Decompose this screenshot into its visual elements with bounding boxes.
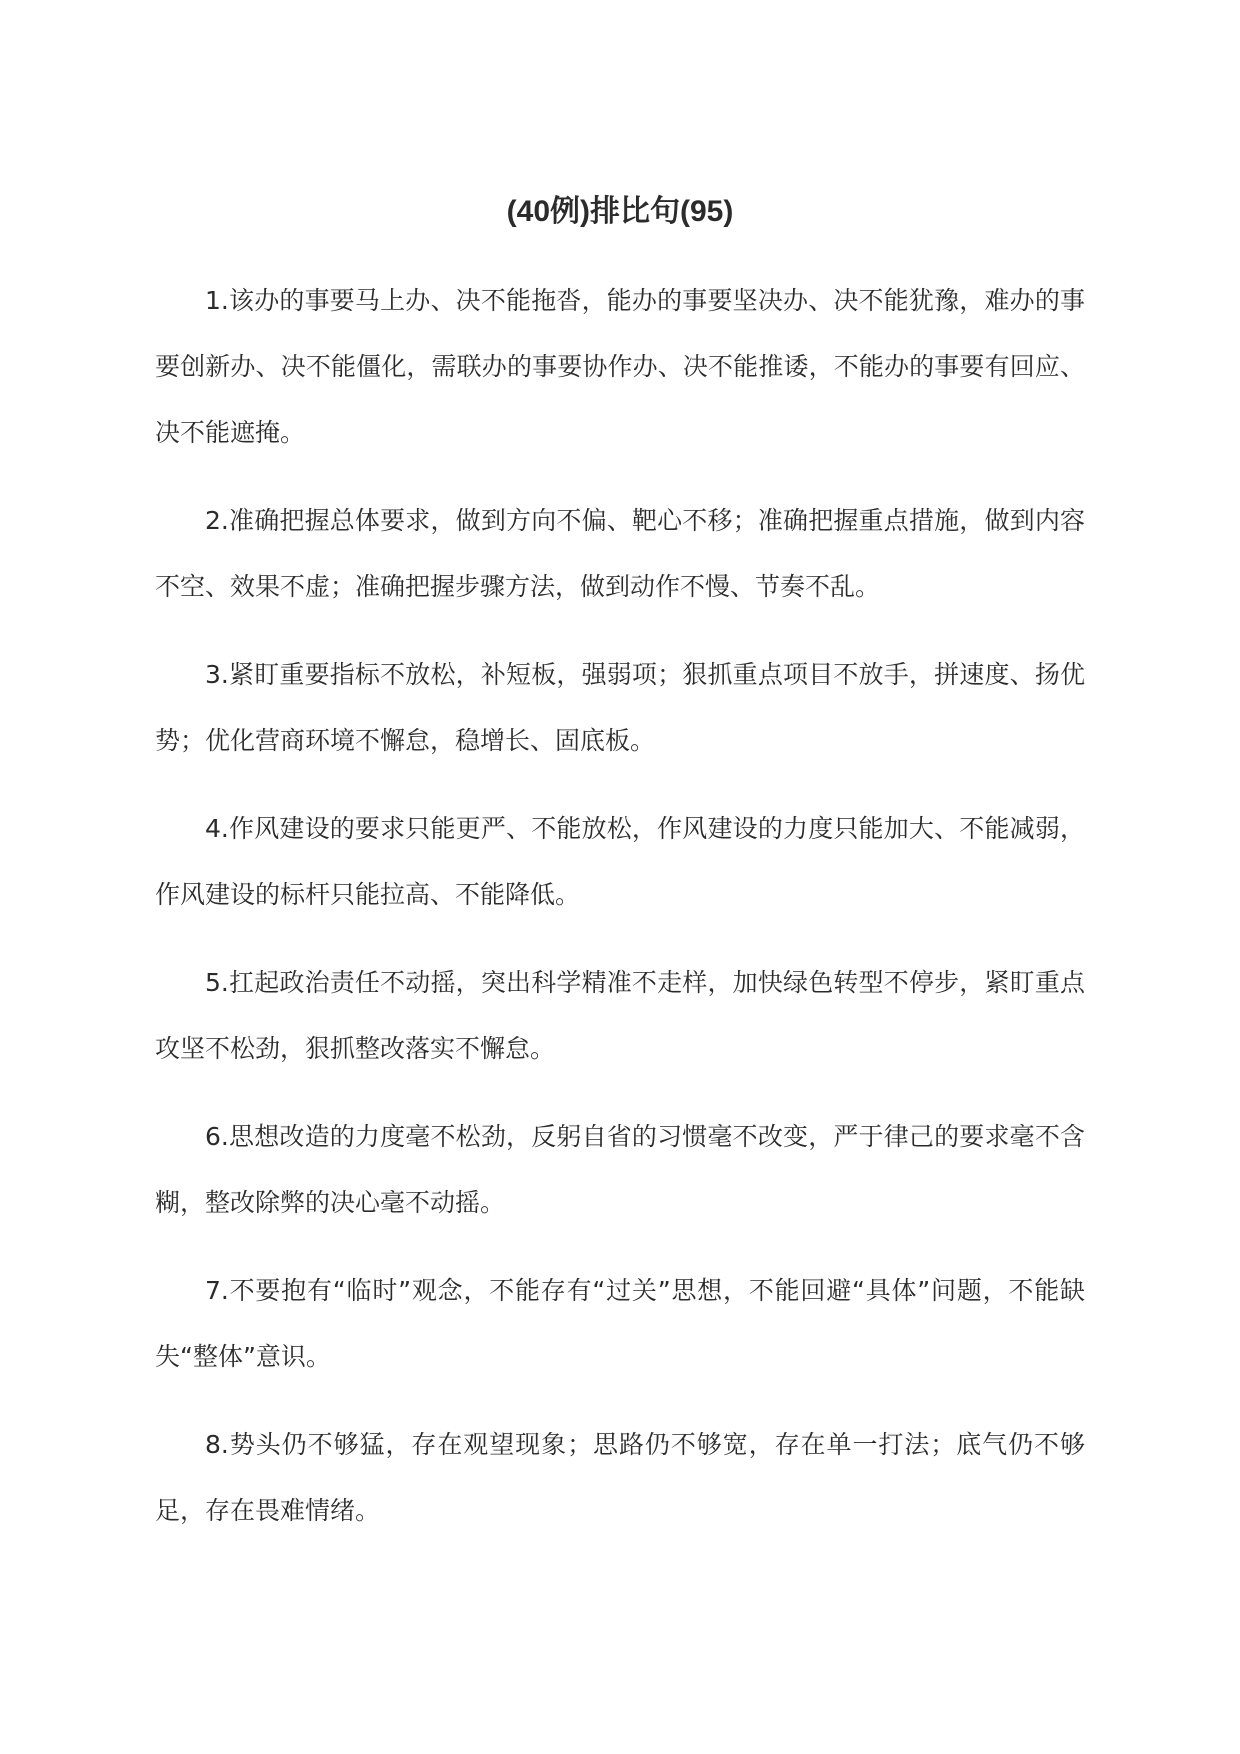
paragraph-5: 5.扛起政治责任不动摇，突出科学精准不走样，加快绿色转型不停步，紧盯重点攻坚不松劲，狠抓整改落实不懈怠。	[155, 968, 1085, 1063]
document-body	[155, 268, 1085, 1566]
paragraph-7: 7.不要抱有“临时”观念，不能存有“过关”思想，不能回避“具体”问题，不能缺失“整体”意识。	[155, 1276, 1085, 1371]
paragraph-6: 6.思想改造的力度毫不松劲，反躬自省的习惯毫不改变，严于律己的要求毫不含糊，整改除弊的决心毫不动摇。	[155, 1122, 1085, 1217]
paragraph-4: 4.作风建设的要求只能更严、不能放松，作风建设的力度只能加大、不能减弱，作风建设的标杆只能拉高、不能降低。	[155, 814, 1085, 909]
paragraph-8: 8.势头仍不够猛，存在观望现象；思路仍不够宽，存在单一打法；底气仍不够足，存在畏难情绪。	[155, 1430, 1085, 1525]
page-title: (40例)排比句(95)	[506, 195, 734, 228]
paragraph-2: 2.准确把握总体要求，做到方向不偏、靶心不移；准确把握重点措施，做到内容不空、效果不虚；准确把握步骤方法，做到动作不慢、节奏不乱。	[155, 506, 1085, 601]
paragraph-1: 1.该办的事要马上办、决不能拖沓，能办的事要坚决办、决不能犹豫，难办的事要创新办、决不能僵化，需联办的事要协作办、决不能推诿，不能办的事要有回应、决不能遮掩。	[155, 286, 1085, 447]
paragraph-3: 3.紧盯重要指标不放松，补短板，强弱项；狠抓重点项目不放手，拼速度、扬优势；优化营商环境不懈怠，稳增长、固底板。	[155, 660, 1085, 755]
